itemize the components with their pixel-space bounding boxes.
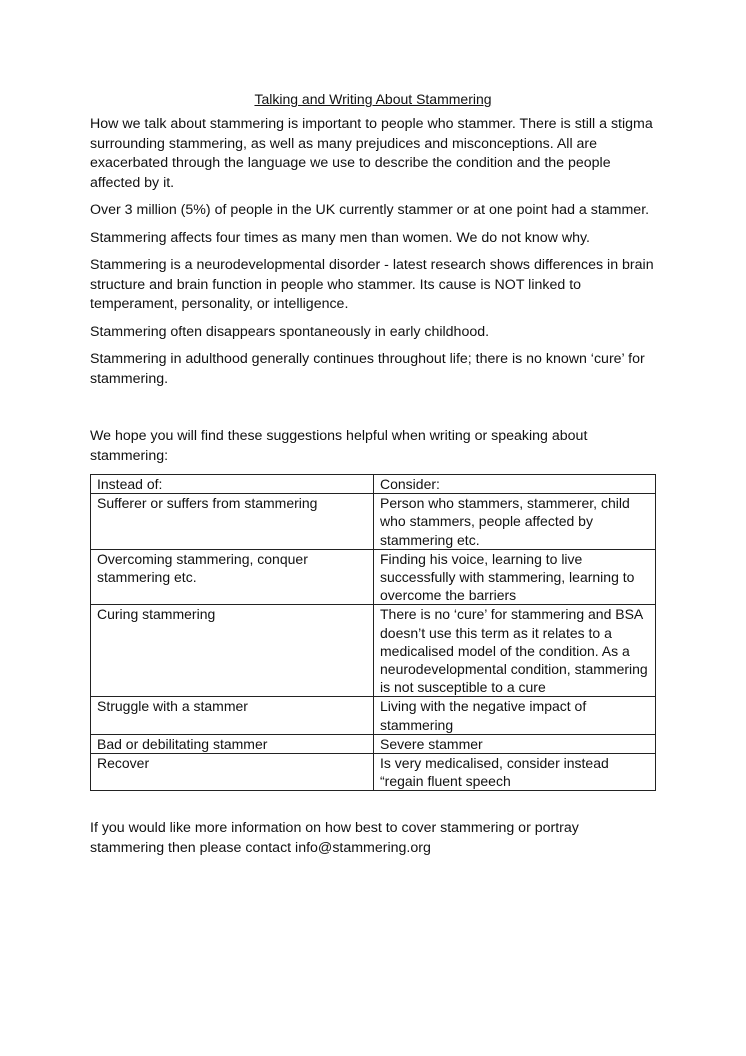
- cell-instead-of: Recover: [91, 754, 374, 791]
- cell-instead-of: Bad or debilitating stammer: [91, 734, 374, 753]
- paragraph-prevalence: Over 3 million (5%) of people in the UK currently stammer or at one point had a stammer.: [90, 202, 650, 218]
- header-consider: Consider:: [374, 475, 656, 494]
- cell-consider: Finding his voice, learning to live successfully with stammering, learning to overcome the barriers: [374, 549, 656, 605]
- contact-paragraph: If you would like more information on how best to cover stammering or portray stammering then please contact info@stammering.org: [90, 820, 579, 856]
- paragraph-adulthood: Stammering in adulthood generally continues throughout life; there is no known ‘cure’ for stammering.: [90, 351, 645, 387]
- cell-consider: Is very medicalised, consider instead “regain fluent speech: [374, 754, 656, 791]
- language-suggestions-table: [90, 474, 656, 791]
- table-row: [91, 754, 656, 791]
- document-page: [90, 89, 656, 866]
- table-row: [91, 605, 656, 697]
- cell-consider: Severe stammer: [374, 734, 656, 753]
- paragraph-table-intro: We hope you will find these suggestions helpful when writing or speaking about stammering:: [90, 428, 588, 464]
- paragraph-intro: How we talk about stammering is important to people who stammer. There is still a stigma surrounding stammering, as well as many prejudices and misconceptions. All are exacerbated through the language we use to describe the condition and the people affected by it.: [90, 116, 653, 191]
- cell-consider: Living with the negative impact of stammering: [374, 697, 656, 734]
- spacer: [90, 397, 656, 427]
- document-title: Talking and Writing About Stammering: [254, 91, 492, 107]
- cell-instead-of: Curing stammering: [91, 605, 374, 697]
- header-instead-of: Instead of:: [91, 475, 374, 494]
- cell-consider: Person who stammers, stammerer, child who stammers, people affected by stammering etc.: [374, 494, 656, 550]
- paragraph-childhood: Stammering often disappears spontaneously in early childhood.: [90, 323, 490, 340]
- cell-instead-of: Struggle with a stammer: [91, 697, 374, 734]
- cell-instead-of: Sufferer or suffers from stammering: [91, 494, 374, 550]
- table-header-row: [91, 475, 656, 494]
- table-row: [91, 549, 656, 605]
- cell-instead-of: Overcoming stammering, conquer stammering etc.: [91, 549, 374, 605]
- paragraph-gender-ratio: Stammering affects four times as many men than women. We do not know why.: [90, 229, 590, 246]
- paragraph-neurodevelopmental: Stammering is a neurodevelopmental disorder - latest research shows differences in brain structure and brain function in people who stammer. Its cause is NOT linked to temperament, personality, or intelligence.: [90, 257, 654, 312]
- table-row: [91, 734, 656, 753]
- cell-consider: There is no ‘cure’ for stammering and BSA doesn’t use this term as it relates to a medicalised model of the condition. As a neurodevelopmental condition, stammering is not susceptible to a cure: [374, 605, 656, 697]
- table-row: [91, 494, 656, 550]
- table-row: [91, 697, 656, 734]
